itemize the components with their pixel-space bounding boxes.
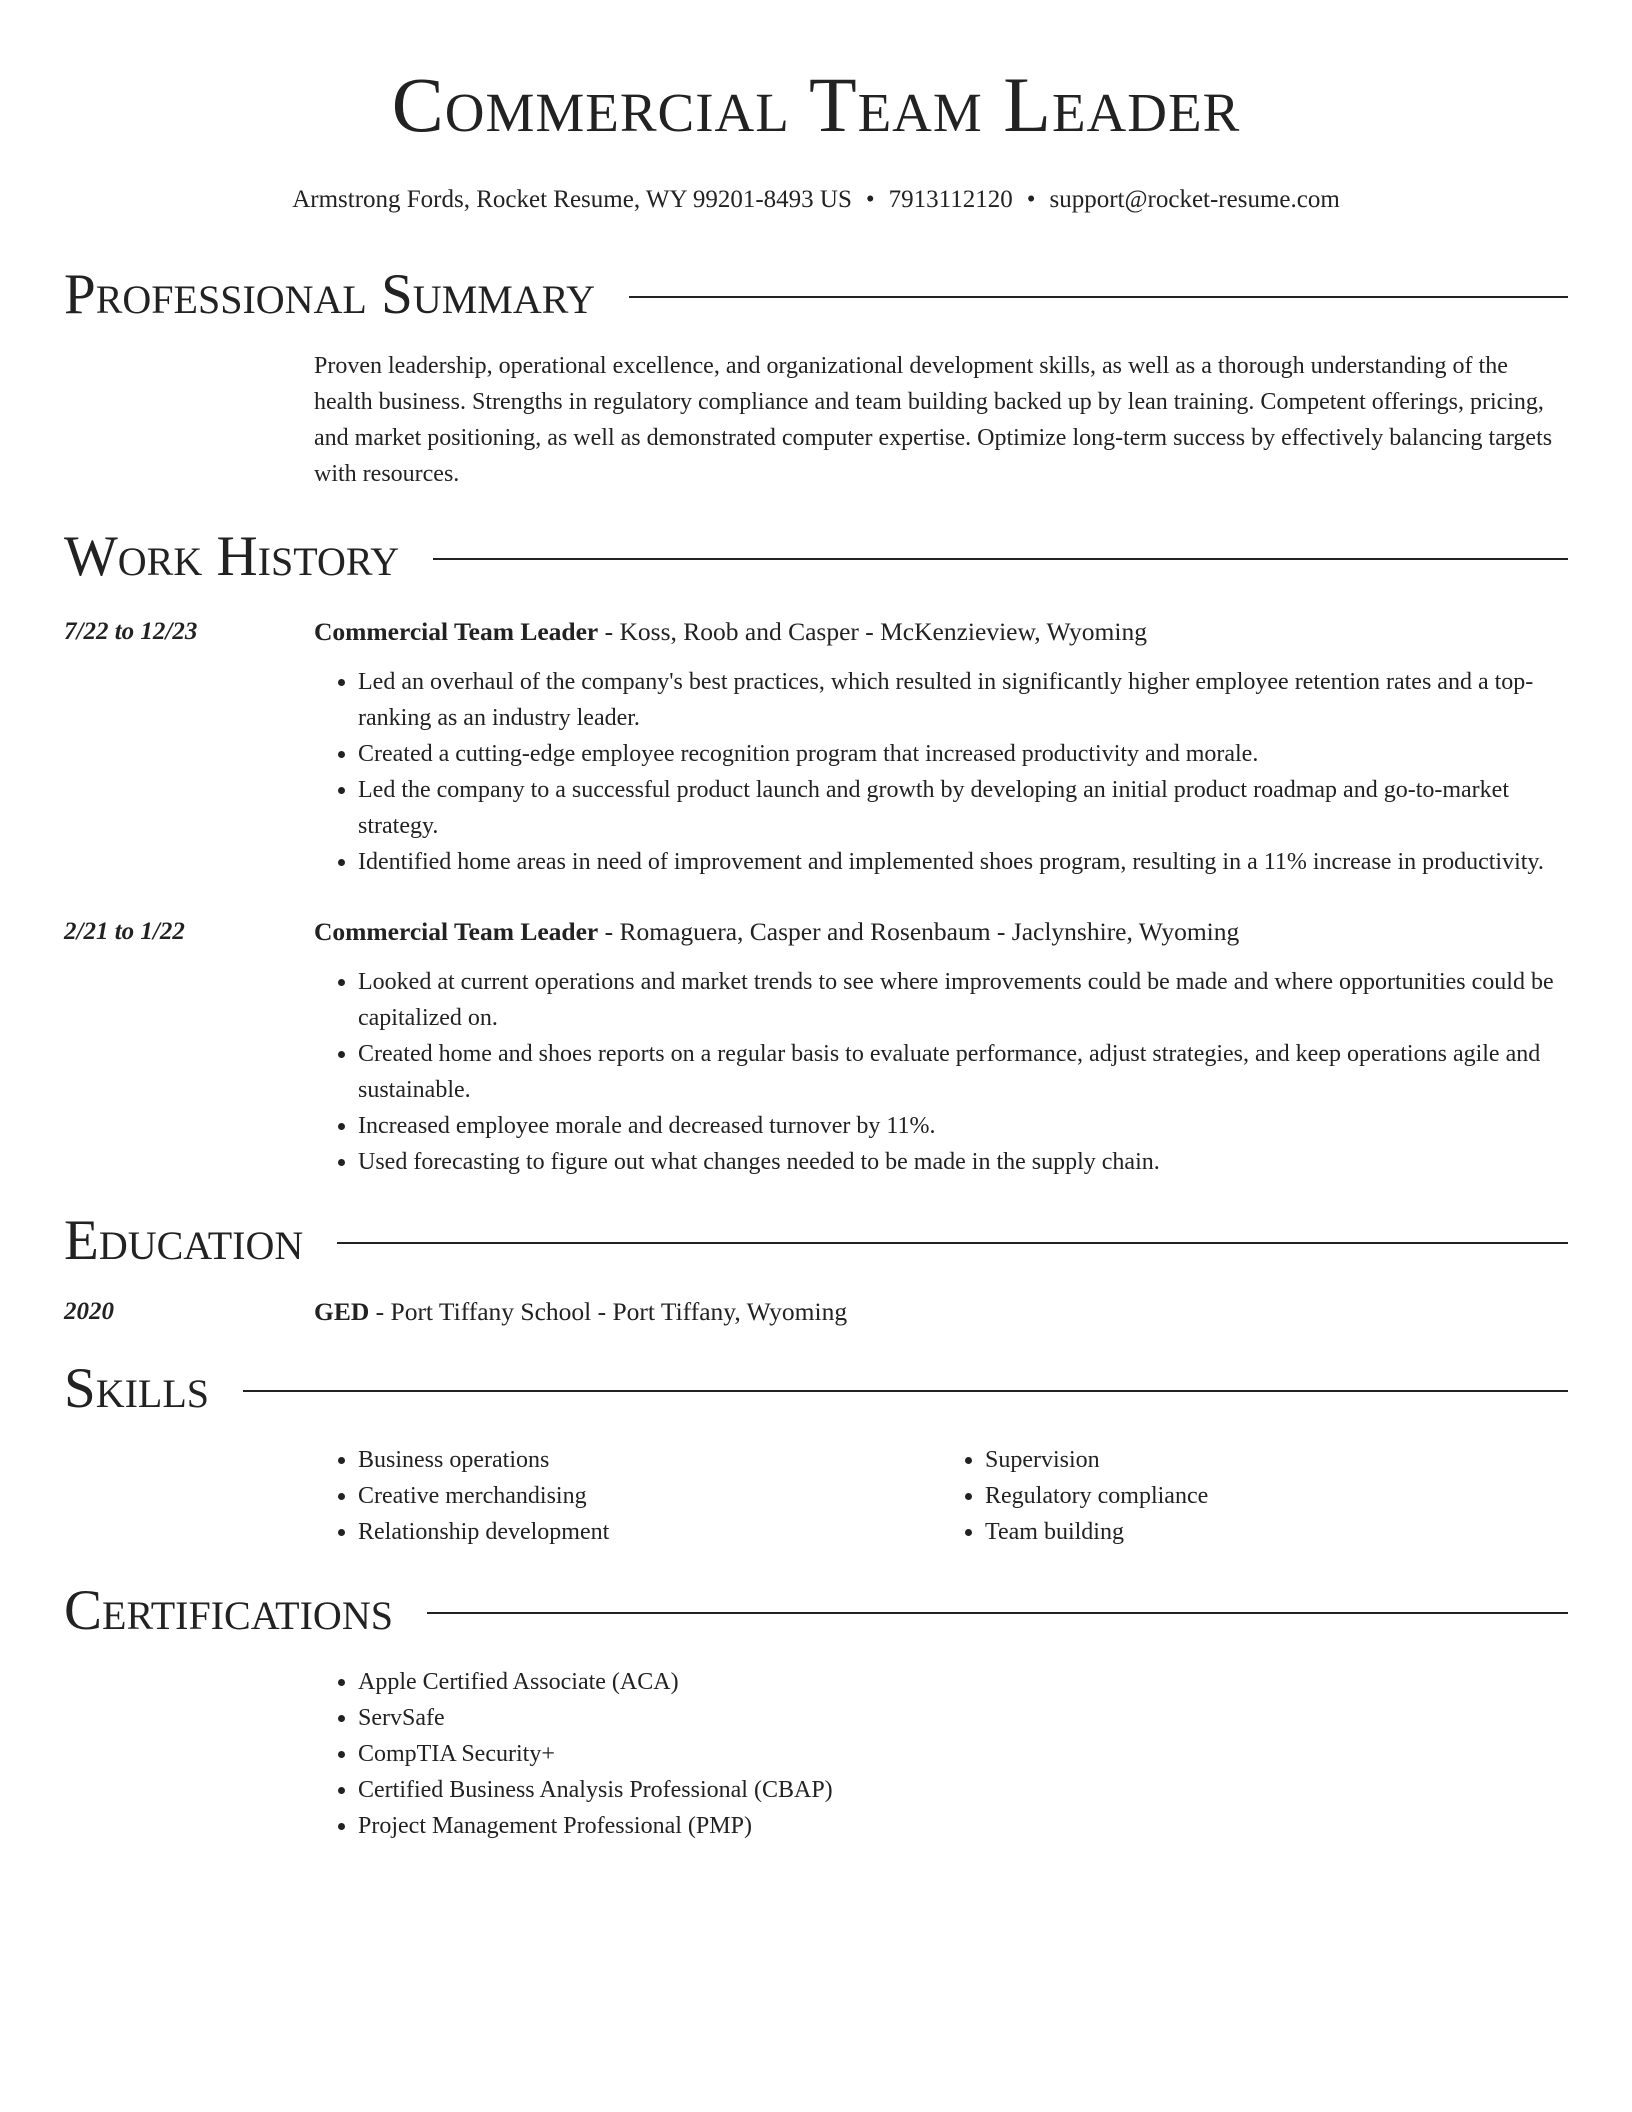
job-employer: - Romaguera, Casper and Rosenbaum - Jaclynshire, Wyoming <box>598 917 1240 946</box>
job-content <box>314 914 1568 1180</box>
education-year: 2020 <box>64 1298 114 1325</box>
certification-item: • Certified Business Analysis Professional (CBAP) <box>358 1772 1568 1808</box>
section-divider <box>433 558 1568 560</box>
section-divider <box>427 1612 1568 1614</box>
job-bullets <box>314 664 1568 880</box>
skill-item: • Team building <box>985 1514 1568 1550</box>
certification-item: • Project Management Professional (PMP) <box>358 1808 1568 1844</box>
work-section-header <box>64 522 1568 592</box>
summary-text: Proven leadership, operational excellence, and organizational development skills, as well as a thorough understanding of the health business. Strengths in regulatory compliance and team building backed up by lean training. Competent offerings, pricing, and market positioning, as well as demonstrated computer expertise. Optimize long-term success by effectively balancing targets with resources. <box>314 353 1553 487</box>
skill-item: • Creative merchandising <box>358 1478 941 1514</box>
certification-item: • ServSafe <box>358 1700 1568 1736</box>
skills-section-title: Skills <box>64 1357 210 1420</box>
section-divider <box>337 1242 1568 1244</box>
list-item: • Identified home areas in need of improvement and implemented shoes program, resulting in a 11% increase in productivity. <box>358 844 1568 880</box>
certifications-section-title: Certifications <box>64 1579 393 1642</box>
skill-item: • Business operations <box>358 1442 941 1478</box>
section-divider <box>243 1390 1568 1392</box>
section-divider <box>629 296 1568 298</box>
job-role: Commercial Team Leader <box>314 917 599 946</box>
list-item: • Used forecasting to figure out what changes needed to be made in the supply chain. <box>358 1144 1568 1180</box>
job-entry <box>64 614 1568 880</box>
job-content <box>314 614 1568 880</box>
contact-address: Armstrong Fords, Rocket Resume, WY 99201-8493 US <box>292 186 852 213</box>
job-dates: 7/22 to 12/23 <box>64 618 198 645</box>
list-item: • Led the company to a successful product launch and growth by developing an initial product roadmap and go-to-market strategy. <box>358 772 1568 844</box>
job-employer: - Koss, Roob and Casper - McKenzieview, Wyoming <box>598 617 1147 646</box>
certifications-section-header <box>64 1576 1568 1646</box>
skills-column-left <box>314 1442 941 1550</box>
skills-section-header <box>64 1354 1568 1424</box>
certification-item: • Apple Certified Associate (ACA) <box>358 1664 1568 1700</box>
job-role: Commercial Team Leader <box>314 617 599 646</box>
summary-section-title: Professional Summary <box>64 263 596 326</box>
list-item: • Created home and shoes reports on a regular basis to evaluate performance, adjust strategies, and keep operations agile and sustainable. <box>358 1036 1568 1108</box>
certifications-list <box>314 1664 1568 1844</box>
resume-name: Commercial Team Leader <box>391 61 1241 148</box>
certification-item: • CompTIA Security+ <box>358 1736 1568 1772</box>
skill-item: • Supervision <box>985 1442 1568 1478</box>
education-section-header <box>64 1206 1568 1276</box>
education-school: - Port Tiffany School - Port Tiffany, Wyoming <box>369 1297 848 1326</box>
education-degree: GED <box>314 1297 370 1326</box>
contact-separator: • <box>1026 186 1036 213</box>
education-section-title: Education <box>64 1209 304 1272</box>
job-heading <box>314 914 1568 950</box>
job-dates: 2/21 to 1/22 <box>64 918 185 945</box>
contact-phone: 7913112120 <box>888 186 1013 213</box>
job-entry <box>64 914 1568 1180</box>
work-section-title: Work History <box>64 525 400 588</box>
job-heading <box>314 614 1568 650</box>
job-bullets <box>314 964 1568 1180</box>
certifications-bullets <box>314 1664 1568 1844</box>
list-item: • Increased employee morale and decreased turnover by 11%. <box>358 1108 1568 1144</box>
skills-column-right <box>941 1442 1568 1550</box>
skills-list <box>314 1442 1568 1550</box>
skill-item: • Regulatory compliance <box>985 1478 1568 1514</box>
list-item: • Created a cutting-edge employee recognition program that increased productivity and morale. <box>358 736 1568 772</box>
education-heading <box>314 1294 1568 1330</box>
list-item: • Led an overhaul of the company's best practices, which resulted in significantly higher employee retention rates and a top-ranking as an industry leader. <box>358 664 1568 736</box>
education-entry <box>64 1294 1568 1330</box>
contact-line <box>64 186 1568 214</box>
contact-email: support@rocket-resume.com <box>1049 186 1340 213</box>
list-item: • Looked at current operations and market trends to see where improvements could be made and where opportunities could be capitalized on. <box>358 964 1568 1036</box>
summary-section-header <box>64 260 1568 330</box>
skill-item: • Relationship development <box>358 1514 941 1550</box>
contact-separator: • <box>865 186 875 213</box>
